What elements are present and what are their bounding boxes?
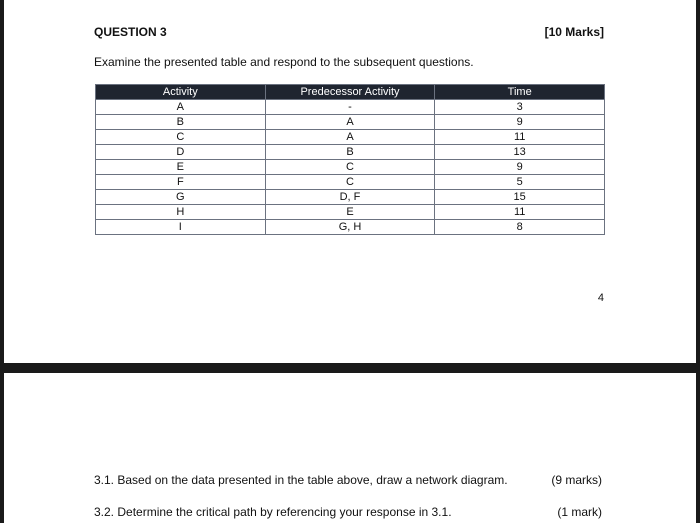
- table-row: [96, 190, 605, 205]
- cell-activity: C: [96, 130, 266, 145]
- cell-time: 3: [435, 100, 605, 115]
- table-row: [96, 115, 605, 130]
- cell-time: 8: [435, 220, 605, 235]
- page-2: [4, 373, 696, 523]
- cell-predecessor: A: [265, 115, 435, 130]
- table-row: [96, 205, 605, 220]
- cell-predecessor: B: [265, 145, 435, 160]
- cell-time: 9: [435, 160, 605, 175]
- header-time: Time: [435, 85, 605, 100]
- cell-activity: E: [96, 160, 266, 175]
- cell-predecessor: C: [265, 175, 435, 190]
- header-predecessor: Predecessor Activity: [265, 85, 435, 100]
- table-row: [96, 220, 605, 235]
- subquestion-3-1-marks: (9 marks): [551, 473, 602, 487]
- table-row: [96, 130, 605, 145]
- cell-activity: H: [96, 205, 266, 220]
- table-row: [96, 160, 605, 175]
- cell-activity: B: [96, 115, 266, 130]
- activity-table: [95, 84, 605, 235]
- question-intro: Examine the presented table and respond to the subsequent questions.: [94, 55, 474, 69]
- cell-predecessor: E: [265, 205, 435, 220]
- table-row: [96, 100, 605, 115]
- cell-predecessor: D, F: [265, 190, 435, 205]
- cell-time: 13: [435, 145, 605, 160]
- page-number: 4: [597, 292, 604, 304]
- question-title: QUESTION 3: [94, 25, 167, 39]
- page-1: [4, 0, 696, 363]
- cell-activity: G: [96, 190, 266, 205]
- cell-activity: F: [96, 175, 266, 190]
- header-activity: Activity: [96, 85, 266, 100]
- cell-time: 9: [435, 115, 605, 130]
- cell-time: 11: [435, 205, 605, 220]
- cell-time: 11: [435, 130, 605, 145]
- subquestion-3-2-marks: (1 mark): [557, 505, 602, 519]
- cell-predecessor: A: [265, 130, 435, 145]
- cell-activity: D: [96, 145, 266, 160]
- table-header-row: [96, 85, 605, 100]
- table-row: [96, 175, 605, 190]
- table-row: [96, 145, 605, 160]
- cell-predecessor: G, H: [265, 220, 435, 235]
- cell-time: 15: [435, 190, 605, 205]
- cell-predecessor: C: [265, 160, 435, 175]
- cell-time: 5: [435, 175, 605, 190]
- cell-activity: A: [96, 100, 266, 115]
- cell-activity: I: [96, 220, 266, 235]
- subquestion-3-2: 3.2. Determine the critical path by referencing your response in 3.1.: [94, 505, 452, 519]
- cell-predecessor: -: [265, 100, 435, 115]
- subquestion-3-1: 3.1. Based on the data presented in the table above, draw a network diagram.: [94, 473, 508, 487]
- question-total-marks: [10 Marks]: [544, 25, 604, 39]
